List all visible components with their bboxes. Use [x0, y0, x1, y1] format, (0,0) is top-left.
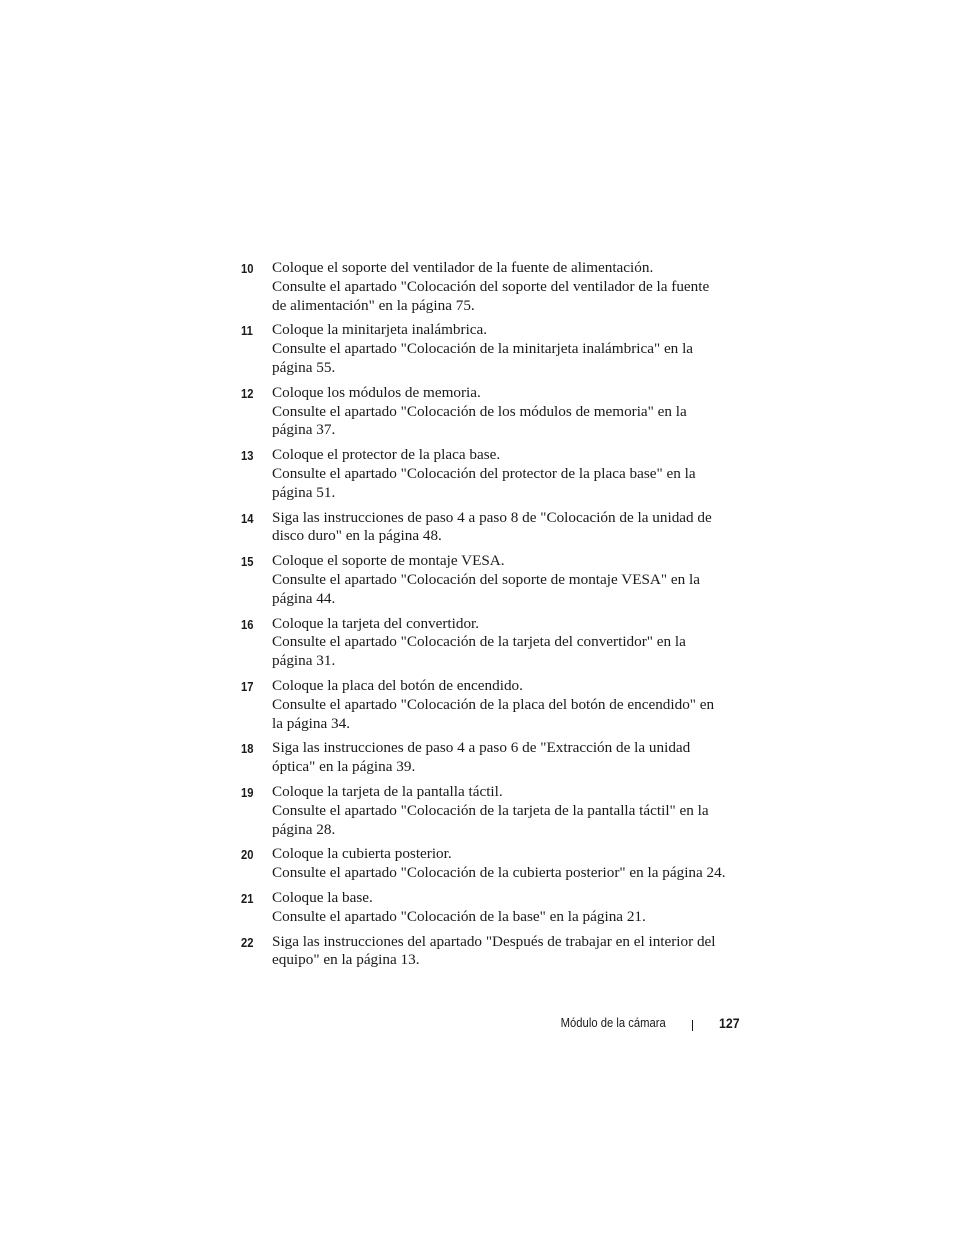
step-line: disco duro" en la página 48.: [272, 527, 442, 545]
step-text: [272, 446, 741, 502]
step-line: Consulte el apartado "Colocación de los módulos de memoria" en la: [272, 402, 687, 420]
step-line: Coloque la base.: [272, 888, 373, 906]
step-line: página 37.: [272, 421, 336, 439]
step-text: [272, 933, 741, 971]
step-line: Coloque el protector de la placa base.: [272, 446, 501, 464]
step-text: [272, 509, 741, 547]
step-line: Consulte el apartado "Colocación de la minitarjeta inalámbrica" en la: [272, 340, 694, 358]
list-item: [241, 615, 741, 671]
step-line: Siga las instrucciones de paso 4 a paso 8 de "Colocación de la unidad de: [272, 508, 712, 526]
section-title: Módulo de la cámara: [560, 1016, 666, 1030]
step-number: 18: [241, 741, 254, 757]
step-text: [272, 889, 741, 927]
list-item: [241, 677, 741, 733]
step-line: página 44.: [272, 589, 336, 607]
step-line: Coloque el soporte de montaje VESA.: [272, 552, 505, 570]
step-text: [272, 677, 741, 733]
step-line: Coloque la tarjeta del convertidor.: [272, 614, 480, 632]
step-line: Consulte el apartado "Colocación del soporte de montaje VESA" en la: [272, 570, 700, 588]
step-number: 19: [241, 784, 254, 800]
step-number: 11: [241, 323, 253, 339]
step-line: Coloque la minitarjeta inalámbrica.: [272, 321, 488, 339]
list-item: [241, 552, 741, 608]
step-number: 13: [241, 448, 254, 464]
step-text: [272, 321, 741, 377]
step-number: 16: [241, 616, 254, 632]
step-text: [272, 552, 741, 608]
step-line: Siga las instrucciones del apartado "Después de trabajar en el interior del: [272, 932, 716, 950]
step-text: [272, 259, 741, 315]
list-item: [241, 933, 741, 971]
step-number: 22: [241, 934, 254, 950]
step-number: 14: [241, 510, 254, 526]
step-number: 12: [241, 385, 254, 401]
list-item: [241, 739, 741, 777]
step-line: Consulte el apartado "Colocación del protector de la placa base" en la: [272, 464, 696, 482]
step-line: página 31.: [272, 652, 336, 670]
step-number: 17: [241, 678, 254, 694]
step-line: óptica" en la página 39.: [272, 758, 416, 776]
step-line: Consulte el apartado "Colocación del soporte del ventilador de la fuente: [272, 277, 710, 295]
step-line: página 55.: [272, 358, 336, 376]
step-line: de alimentación" en la página 75.: [272, 296, 475, 314]
step-list: [241, 259, 741, 976]
step-text: [272, 615, 741, 671]
step-number: 10: [241, 261, 254, 276]
step-line: Consulte el apartado "Colocación de la tarjeta de la pantalla táctil" en la: [272, 801, 709, 819]
list-item: [241, 446, 741, 502]
list-item: [241, 509, 741, 547]
list-item: [241, 259, 741, 315]
step-line: Consulte el apartado "Colocación de la base" en la página 21.: [272, 907, 646, 925]
step-line: equipo" en la página 13.: [272, 951, 420, 969]
step-text: [272, 845, 741, 883]
list-item: [241, 384, 741, 440]
step-text: [272, 783, 741, 839]
page-footer: [0, 1014, 954, 1034]
list-item: [241, 845, 741, 883]
step-number: 21: [241, 890, 254, 906]
step-line: Consulte el apartado "Colocación de la placa del botón de encendido" en: [272, 695, 715, 713]
step-line: la página 34.: [272, 714, 351, 732]
footer-divider: [692, 1020, 693, 1031]
step-line: Coloque la placa del botón de encendido.: [272, 676, 523, 694]
step-line: Coloque los módulos de memoria.: [272, 383, 481, 401]
step-text: [272, 384, 741, 440]
list-item: [241, 783, 741, 839]
step-line: Siga las instrucciones de paso 4 a paso 6 de "Extracción de la unidad: [272, 739, 691, 757]
list-item: [241, 889, 741, 927]
step-line: Consulte el apartado "Colocación de la cubierta posterior" en la página 24.: [272, 864, 726, 882]
step-number: 20: [241, 847, 254, 863]
step-line: Consulte el apartado "Colocación de la tarjeta del convertidor" en la: [272, 633, 686, 651]
step-line: Coloque la tarjeta de la pantalla táctil.: [272, 782, 503, 800]
step-text: [272, 739, 741, 777]
step-line: página 51.: [272, 483, 336, 501]
page-number: 127: [719, 1015, 740, 1031]
step-line: página 28.: [272, 820, 336, 838]
step-number: 15: [241, 554, 254, 570]
step-line: Coloque el soporte del ventilador de la fuente de alimentación.: [272, 259, 654, 276]
step-line: Coloque la cubierta posterior.: [272, 845, 452, 863]
list-item: [241, 321, 741, 377]
